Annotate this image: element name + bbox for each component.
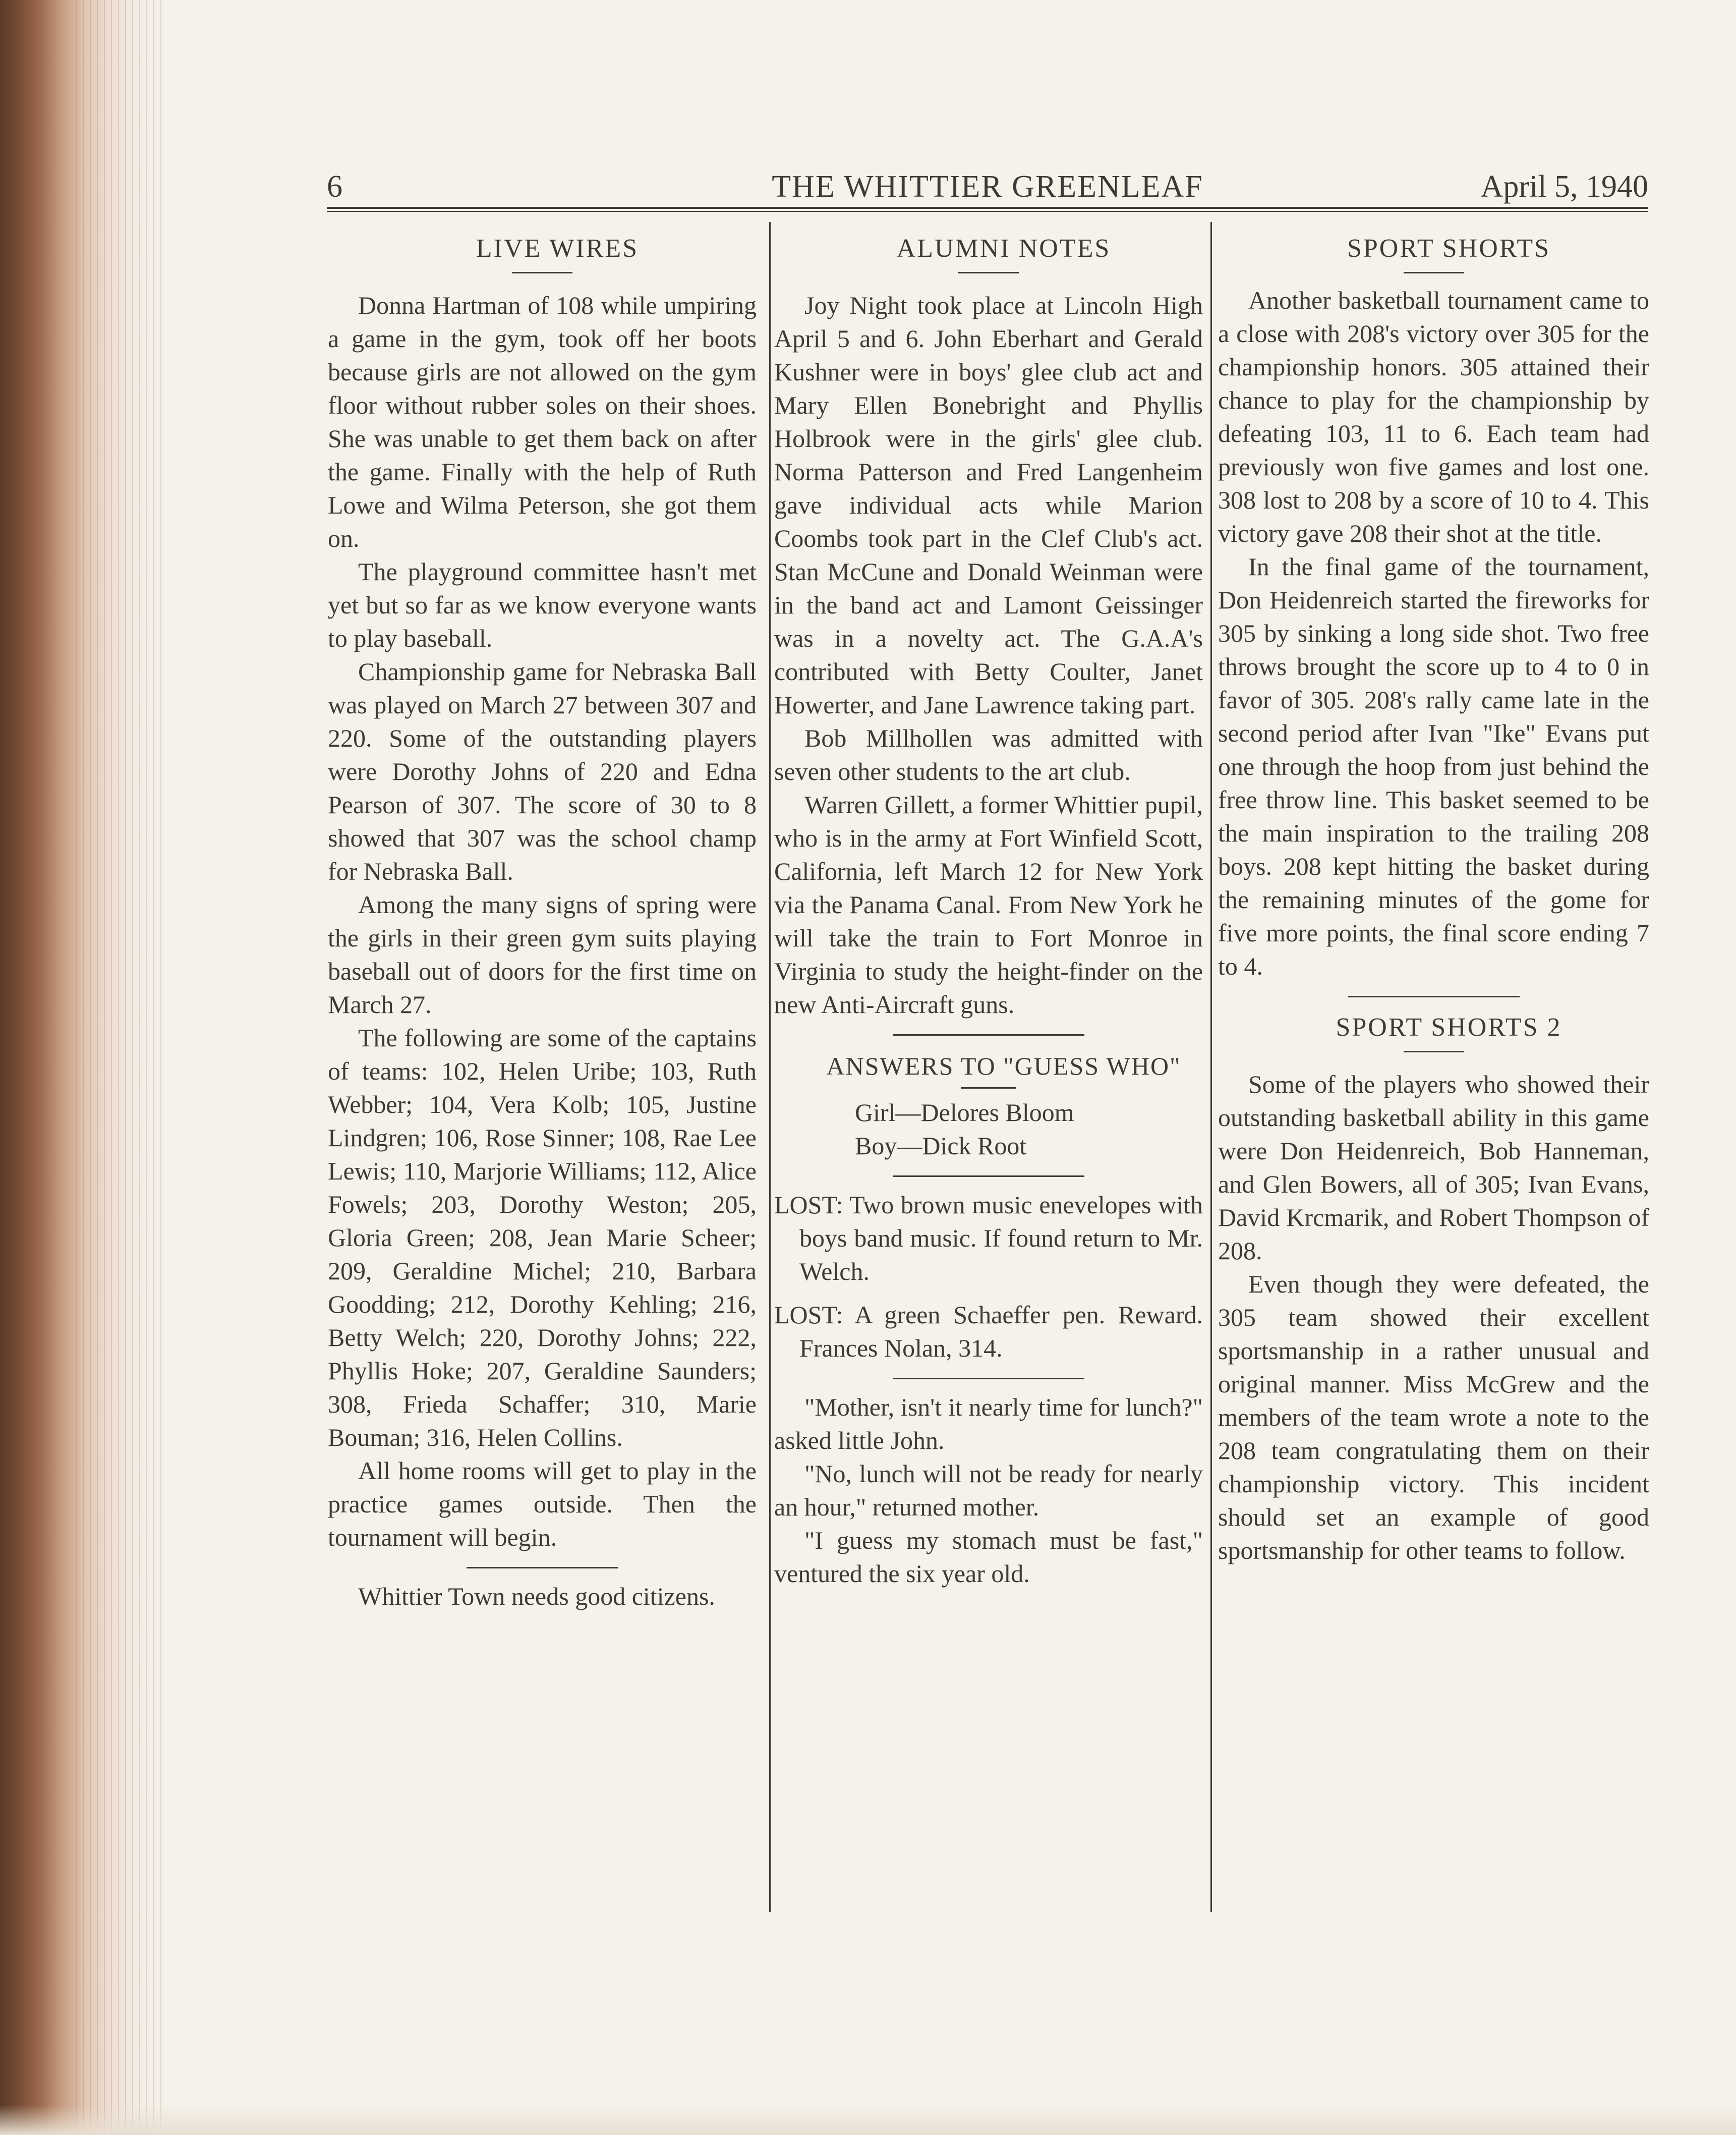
page-header — [327, 166, 1648, 207]
live-wires-paragraph: Among the many signs of spring were the girls in their green gym suits playing baseball out of doors for the first time on March 27. — [328, 890, 757, 1019]
live-wires-paragraph: Donna Hartman of 108 while umpiring a game in the gym, took off her boots because girls are not allowed on the gym floor without rubber soles on their shoes. She was unable to get them back on after the game. Finally with the help of Ruth Lowe and Wilma Peterson, she got them on. — [328, 291, 757, 552]
alumni-notes-heading: ALUMNI NOTES — [896, 234, 1111, 263]
alumni-paragraph: Bob Millhollen was admitted with seven other students to the art club. — [774, 724, 1203, 785]
issue-date: April 5, 1940 — [1480, 170, 1648, 204]
lost-text: Two brown music enevelopes with boys band music. If found return to Mr. Welch. — [799, 1191, 1203, 1285]
heading-rule — [1404, 1051, 1464, 1052]
sport-2-paragraph: Some of the players who showed their outstanding basketball ability in this game were Don Heidenreich, Bob Hanneman, and Glen Bowers, all of 305; Ivan Evans, David Krcmarik, and Robert Thompson of 208. — [1218, 1070, 1649, 1265]
spacer — [774, 1288, 1203, 1298]
heading-rule — [512, 272, 572, 273]
guess-who-girl: Girl—Delores Bloom — [855, 1098, 1074, 1127]
live-wires-paragraph: The playground committee hasn't met yet but so far as we know everyone wants to play baseball. — [328, 557, 757, 652]
lost-tag: LOST: — [774, 1191, 843, 1219]
heading-rule — [961, 1087, 1016, 1089]
section-rule — [1348, 996, 1520, 997]
page-bottom-edge — [0, 2105, 1736, 2135]
sport-2-paragraph: Even though they were defeated, the 305 team showed their excellent sportsmanship in a rather unusual and original manner. Miss McGrew and the members of the team wrote a note to the 208 team congratulating them on their championship victory. This incident should set an example of good sportsmanship for other teams to follow. — [1218, 1270, 1649, 1564]
section-rule — [893, 1378, 1084, 1379]
guess-who-answers — [774, 1096, 1203, 1162]
heading-rule — [1404, 272, 1464, 273]
joke-line: "Mother, isn't it nearly time for lunch?" asked little John. — [774, 1393, 1203, 1454]
sport-paragraph: Another basketball tournament came to a close with 208's victory over 305 for the championship honors. 305 attained their chance to play for the championship by defeating 103, 11 to 6. Each team had previously won five games and lost one. 308 lost to 208 by a score of 10 to 4. This victory gave 208 their shot at the title. — [1218, 286, 1649, 547]
sport-paragraph: In the final game of the tournament, Don Heidenreich started the fireworks for 305 by sinking a long side shot. Two free throws brought the score up to 4 to 0 in favor of 305. 208's rally came late in the second period after Ivan "Ike" Evans put one through the hoop from just behind the free throw line. This basket seemed to be the main inspiration to the trailing 208 boys. 208 kept hitting the basket during the remaining minutes of the gome for five more points, the final score ending 7 to 4. — [1218, 552, 1649, 980]
guess-who-heading: ANSWERS TO "GUESS WHO" — [826, 1052, 1181, 1080]
section-rule — [893, 1175, 1084, 1177]
joke-line: "No, lunch will not be ready for nearly an hour," returned mother. — [774, 1459, 1203, 1521]
column-divider-1 — [769, 222, 771, 1912]
live-wires-heading: LIVE WIRES — [476, 234, 639, 263]
header-rule — [327, 207, 1648, 209]
lost-tag: LOST: — [774, 1301, 843, 1329]
joke-line: "I guess my stomach must be fast," ventured the six year old. — [774, 1526, 1203, 1588]
alumni-paragraph: Joy Night took place at Lincoln High April 5 and 6. John Eberhart and Gerald Kushner were in boys' glee club act and Mary Ellen Bonebright and Phyllis Holbrook were in the girls' glee club. Norma Patterson and Fred Langenheim gave individual acts while Marion Coombs took part in the Clef Club's act. Stan McCune and Donald Weinman were in the band act and Lamont Geissinger was in a novelty act. The G.A.A's contributed with Betty Coulter, Janet Howerter, and Jane Lawrence taking part. — [774, 291, 1203, 719]
live-wires-paragraph: Championship game for Nebraska Ball was played on March 27 between 307 and 220. Some of the outstanding players were Dorothy Johns of 220 and Edna Pearson of 307. The score of 30 to 8 showed that 307 was the school champ for Nebraska Ball. — [328, 657, 757, 885]
newspaper-title: THE WHITTIER GREENLEAF — [772, 170, 1203, 204]
lost-notice — [774, 1188, 1203, 1288]
lost-text: A green Schaeffer pen. Reward. Frances Nolan, 314. — [799, 1301, 1203, 1362]
column-divider-2 — [1210, 222, 1212, 1912]
live-wires-paragraph: The following are some of the captains of teams: 102, Helen Uribe; 103, Ruth Webber; 104, Vera Kolb; 105, Justine Lindgren; 106, Rose Sinner; 108, Rae Lee Lewis; 110, Marjorie Williams; 112, Alice Fowels; 203, Dorothy Weston; 205, Gloria Green; 208, Jean Marie Scheer; 209, Geraldine Michel; 210, Barbara Goodding; 212, Dorothy Kehling; 216, Betty Welch; 220, Dorothy Johns; 222, Phyllis Hoke; 207, Geraldine Saunders; 308, Frieda Schaffer; 310, Marie Bouman; 316, Helen Collins. — [328, 1024, 757, 1451]
closing-slogan: Whittier Town needs good citizens. — [358, 1582, 715, 1610]
column-live-wires — [328, 230, 757, 1613]
header-rule-thin — [327, 211, 1648, 212]
column-alumni-notes — [774, 230, 1203, 1590]
section-rule — [467, 1567, 618, 1568]
guess-who-boy: Boy—Dick Root — [855, 1132, 1027, 1160]
heading-rule — [958, 272, 1019, 273]
lost-notice — [774, 1298, 1203, 1365]
sport-shorts-2-heading: SPORT SHORTS 2 — [1336, 1013, 1562, 1042]
column-sport-shorts — [1218, 230, 1649, 1567]
section-rule — [893, 1034, 1084, 1036]
page-number: 6 — [327, 170, 342, 204]
sport-shorts-heading: SPORT SHORTS — [1347, 234, 1551, 263]
alumni-paragraph: Warren Gillett, a former Whittier pupil, who is in the army at Fort Winfield Scott, California, left March 12 for New York via the Panama Canal. From New York he will take the train to Fort Monroe in Virginia to study the height-finder on the new Anti-Aircraft guns. — [774, 791, 1203, 1019]
page-stack-lines — [76, 0, 166, 2135]
live-wires-paragraph: All home rooms will get to play in the practice games outside. Then the tournament will begin. — [328, 1456, 757, 1551]
